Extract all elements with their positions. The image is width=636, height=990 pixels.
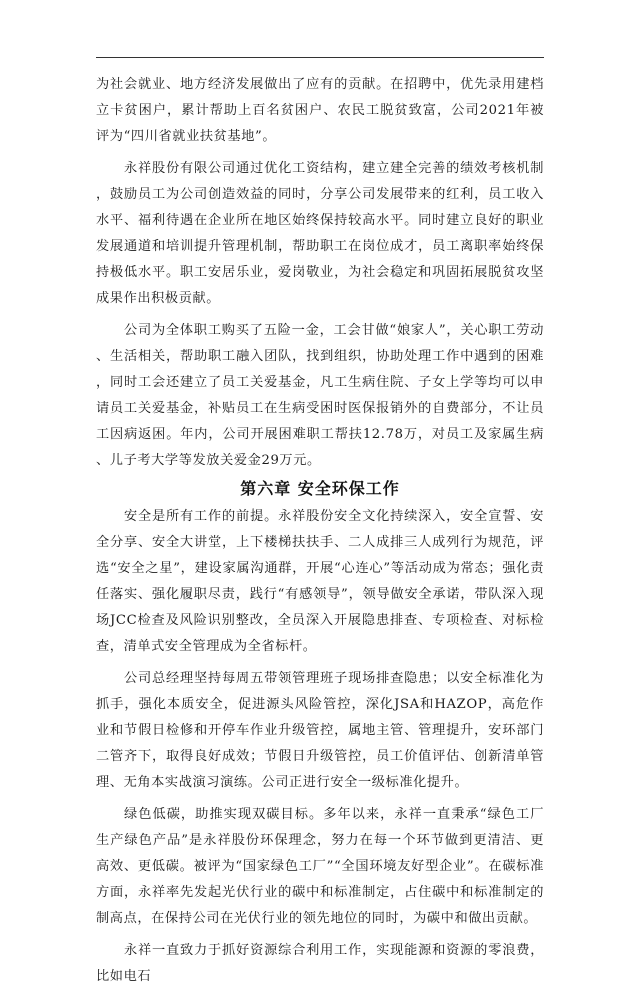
paragraph-resource-utilization: 永祥一直致力于抓好资源综合利用工作，实现能源和资源的零浪费，比如电石 [96, 943, 544, 984]
paragraph-welfare: 公司为全体职工购买了五险一金，工会甘做“娘家人”，关心职工劳动、生活相关，帮助职工融入团队，找到组织，协助处理工作中遇到的困难，同时工会还建立了员工关爱基金，凡工生病住院、子女上学等均可以申请员工关爱基金，补贴员工在生病受困时医保报销外的自费部分，不让员工因病返困。年内，公司开展困难职工帮扶12.78万，对员工及家属生病、儿子考大学等发放关爱金29万元。 [96, 323, 544, 468]
page-content [96, 72, 544, 990]
paragraph-green-lowcarbon: 绿色低碳，助推实现双碳目标。多年以来，永祥一直秉承“绿色工厂生产绿色产品”是永祥股份环保理念，努力在每一个环节做到更清洁、更高效、更低碳。被评为“国家绿色工厂”“全国环境友好型企业”。在碳标准方面，永祥率先发起光伏行业的碳中和标准制定，占住碳中和标准制定的制高点，在保持公司在光伏行业的领先地位的同时，为碳中和做出贡献。 [96, 807, 544, 926]
paragraph-employment: 为社会就业、地方经济发展做出了应有的贡献。在招聘中，优先录用建档立卡贫困户，累计帮助上百名贫困户、农民工脱贫致富，公司2021年被评为“四川省就业扶贫基地”。 [96, 77, 544, 144]
paragraph-wages: 永祥股份有限公司通过优化工资结构，建立建全完善的绩效考核机制，鼓励员工为公司创造效益的同时，分享公司发展带来的红利，员工收入水平、福利待遇在企业所在地区始终保持较高水平。同时建立良好的职业发展通道和培训提升管理机制，帮助职工在岗位成才，员工离职率始终保持极低水平。职工安居乐业，爱岗敬业，为社会稳定和巩固拓展脱贫攻坚成果作出积极贡献。 [96, 161, 544, 306]
header-rule [96, 57, 544, 58]
paragraph-safety-management: 公司总经理坚持每周五带领管理班子现场排查隐患；以安全标准化为抓手，强化本质安全，促进源头风险管控，深化JSA和HAZOP，高危作业和节假日检修和开停车作业升级管控，属地主管、管理提升，安环部门二管齐下，取得良好成效；节假日升级管控，员工价值评估、创新清单管理、无角本实战演习演练。公司正进行安全一级标准化提升。 [96, 671, 544, 790]
chapter-title: 第六章 安全环保工作 [240, 479, 400, 498]
paragraph-safety-culture: 安全是所有工作的前提。永祥股份安全文化持续深入，安全宣誓、安全分享、安全大讲堂，上下楼梯扶扶手、二人成排三人成列行为规范，评选“安全之星”，建设家属沟通群，开展“心连心”等活动成为常态；强化责任落实、强化履职尽责，践行“有感领导”，领导做安全承诺，带队深入现场JCC检查及风险识别整改，全员深入开展隐患排查、专项检查、对标检查，清单式安全管理成为全省标杆。 [96, 509, 544, 654]
